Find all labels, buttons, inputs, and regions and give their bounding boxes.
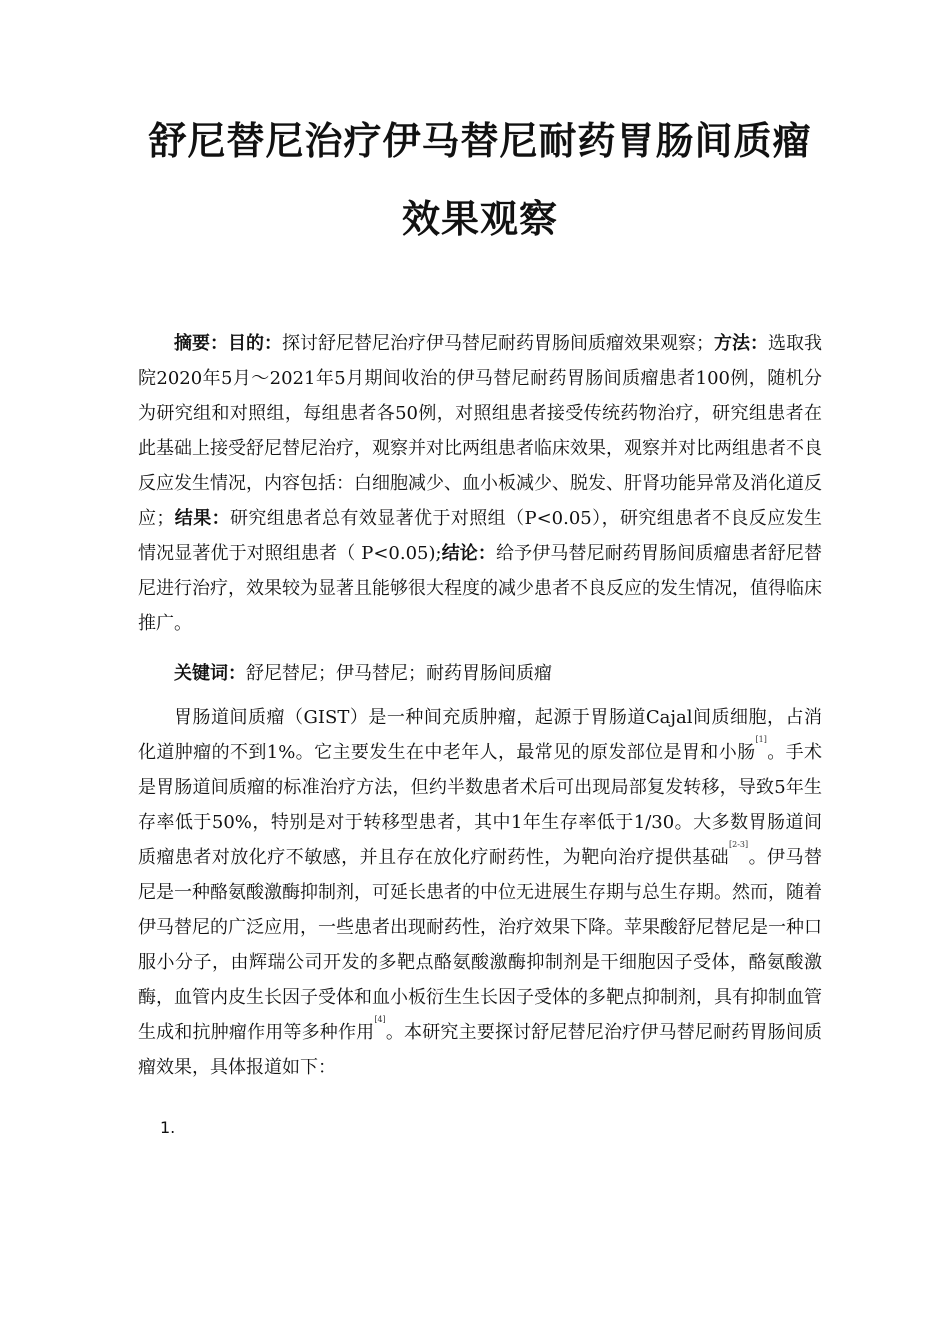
keywords-text: 舒尼替尼；伊马替尼；耐药胃肠间质瘤	[246, 663, 552, 684]
result-label: 结果：	[174, 508, 231, 529]
abstract-paragraph	[138, 326, 822, 641]
title-line-2: 效果观察	[401, 197, 558, 241]
title-line-1: 舒尼替尼治疗伊马替尼耐药胃肠间质瘤	[148, 119, 812, 163]
purpose-label: 目的：	[228, 333, 282, 354]
keywords-label: 关键词：	[174, 663, 246, 684]
intro-text-1: 胃肠道间质瘤（GIST）是一种间充质肿瘤，起源于胃肠道Cajal间质细胞，占消化道肿瘤的不到1%。它主要发生在中老年人，最常见的原发部位是胃和小肠	[138, 707, 822, 763]
intro-text-4: 。本研究主要探讨舒尼替尼治疗伊马替尼耐药胃肠间质瘤效果，具体报道如下：	[138, 1022, 823, 1078]
result-text: 研究组患者总有效显著优于对照组（P<0.05），研究组患者不良反应发生情况显著优于对照组患者（ P<0.05);	[138, 508, 823, 564]
purpose-text: 探讨舒尼替尼治疗伊马替尼耐药胃肠间质瘤效果观察；	[282, 333, 714, 354]
method-label: 方法：	[714, 333, 768, 354]
section-number: 1.	[160, 1118, 176, 1137]
citation-2: [2-3]	[729, 840, 749, 849]
abstract-label: 摘要：	[174, 333, 228, 354]
keywords-paragraph	[138, 656, 822, 691]
intro-paragraph	[138, 700, 822, 1085]
paper-title	[138, 0, 822, 258]
intro-text-2: 。手术是胃肠道间质瘤的标准治疗方法，但约半数患者术后可出现局部复发转移，导致5年生存率低于50%，特别是对于转移型患者，其中1年生存率低于1/30。大多数胃肠道间质瘤患者对放化疗不敏感，并且存在放化疗耐药性，为靶向治疗提供基础	[138, 742, 823, 868]
citation-1: [1]	[755, 735, 767, 744]
citation-3: [4]	[374, 1015, 386, 1024]
conclusion-label: 结论：	[441, 543, 497, 564]
conclusion-text: 给予伊马替尼耐药胃肠间质瘤患者舒尼替尼进行治疗，效果较为显著且能够很大程度的减少患者不良反应的发生情况，值得临床推广。	[138, 543, 822, 634]
method-text: 选取我院2020年5月～2021年5月期间收治的伊马替尼耐药胃肠间质瘤患者100例，随机分为研究组和对照组，每组患者各50例，对照组患者接受传统药物治疗，研究组患者在此基础上接受舒尼替尼治疗，观察并对比两组患者临床效果，观察并对比两组患者不良反应发生情况，内容包括：白细胞减少、血小板减少、脱发、肝肾功能异常及消化道反应；	[138, 333, 822, 529]
intro-text-3: 。伊马替尼是一种酪氨酸激酶抑制剂，可延长患者的中位无进展生存期与总生存期。然而，随着伊马替尼的广泛应用，一些患者出现耐药性，治疗效果下降。苹果酸舒尼替尼是一种口服小分子，由辉瑞公司开发的多靶点酪氨酸激酶抑制剂是干细胞因子受体，酪氨酸激酶，血管内皮生长因子受体和血小板衍生生长因子受体的多靶点抑制剂，具有抑制血管生成和抗肿瘤作用等多种作用	[138, 847, 822, 1043]
